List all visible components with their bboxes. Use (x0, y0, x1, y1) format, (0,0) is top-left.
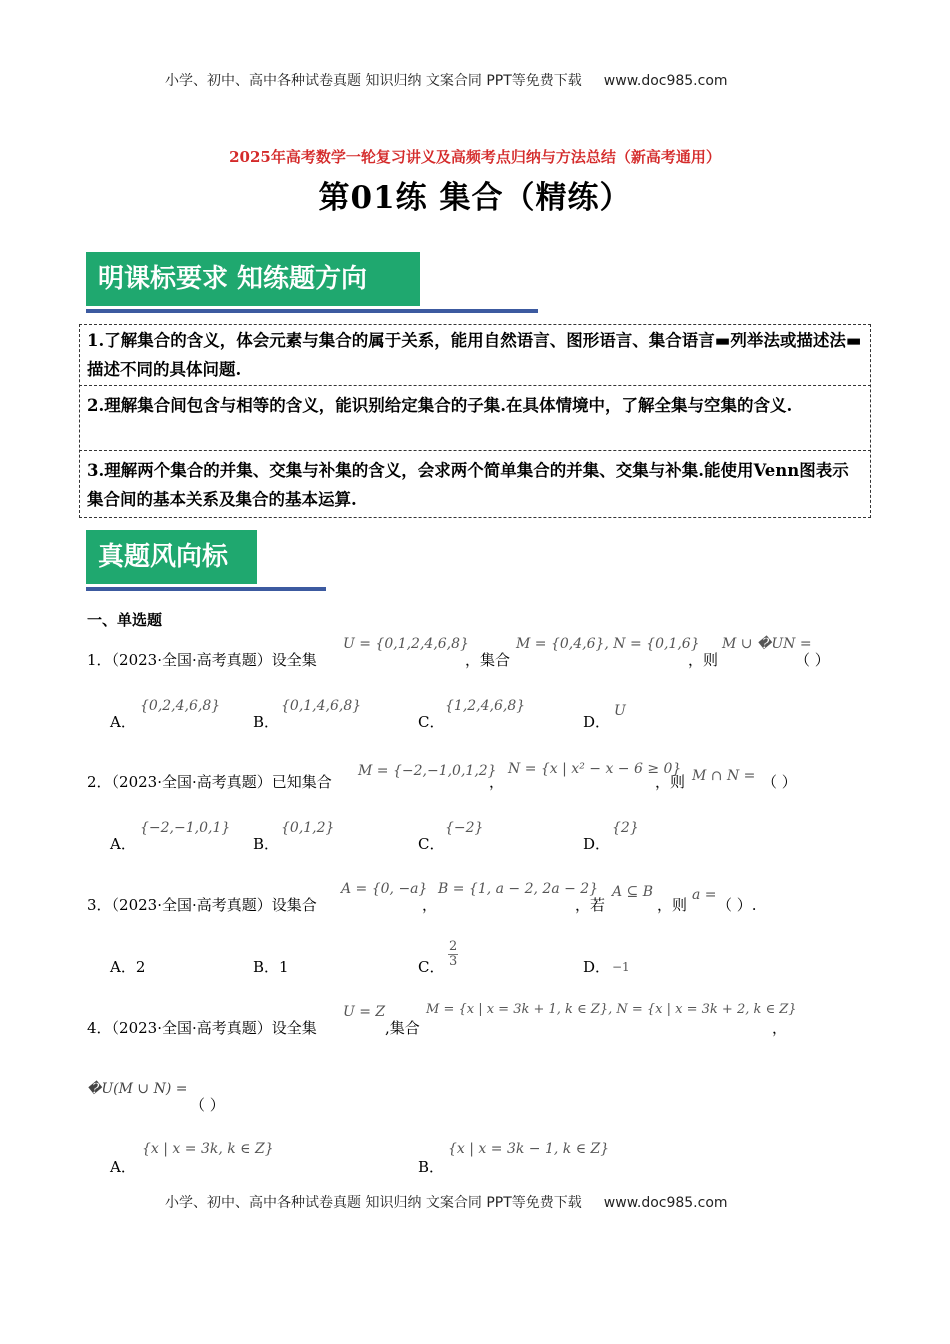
answer-blank: （ ） (190, 1096, 225, 1114)
page-header (165, 70, 728, 90)
option-label (110, 956, 145, 977)
question-source: （2023·全国·高考真题）设全集 (111, 651, 317, 669)
option-fraction (448, 940, 458, 969)
question-number: 4． (87, 1019, 112, 1037)
option-label: D． (583, 713, 611, 731)
page-title: 第01练 集合（精练） (318, 180, 632, 216)
footer-text: 小学、初中、高中各种试卷真题 知识归纳 文案合同 PPT等免费下载 (165, 1195, 582, 1211)
math-formula: M ∪ �UN = (722, 636, 812, 652)
option-label: C． (418, 835, 445, 853)
requirements-divider (79, 385, 871, 386)
question-text: ，则 (655, 773, 686, 791)
option-value: {−2,−1,0,1} (140, 820, 231, 836)
requirement-item-1: 1.了解集合的含义，体会元素与集合的属于关系，能用自然语言、图形语言、集合语言▬列举法或描述法▬描述不同的具体问题. (87, 331, 862, 379)
math-formula: �U(M ∪ N) = (87, 1081, 188, 1097)
math-formula: M = {−2,−1,0,1,2} (358, 763, 497, 779)
question-source: （2023·全国·高考真题）设全集 (111, 1019, 317, 1037)
fraction-denominator: 3 (449, 954, 458, 969)
question-3-stem (87, 894, 317, 915)
math-formula: N = {x | x² − x − 6 ≥ 0} (508, 761, 682, 777)
question-4-stem (87, 1017, 317, 1038)
header-url: www.doc985.com (603, 73, 728, 89)
option-value: U (614, 703, 626, 719)
option-label: D． (583, 958, 611, 976)
question-source: （2023·全国·高考真题）设集合 (111, 896, 317, 914)
question-text: ， (772, 1019, 788, 1037)
question-text: ，若 (575, 896, 606, 914)
option-label (253, 956, 289, 977)
math-formula: B = {1, a − 2, 2a − 2} (438, 881, 599, 897)
option-label: A． (110, 835, 136, 853)
answer-blank: （ ）. (717, 896, 757, 914)
math-formula: A ⊆ B (612, 884, 654, 900)
option-value: {0,2,4,6,8} (140, 698, 221, 714)
option-label: D． (583, 835, 611, 853)
header-text: 小学、初中、高中各种试卷真题 知识归纳 文案合同 PPT等免费下载 (165, 73, 582, 89)
math-formula: U = {0,1,2,4,6,8} (343, 636, 469, 652)
question-text: ，则 (688, 651, 719, 669)
question-1-stem (87, 649, 317, 670)
option-label: B． (253, 713, 280, 731)
option-value: {2} (612, 820, 639, 836)
option-label: A． (110, 1158, 136, 1176)
section-heading: 一、单选题 (87, 611, 163, 629)
requirement-item-3: 3.理解两个集合的并集、交集与补集的含义，会求两个简单集合的并集、交集与补集.能使用Venn图表示集合间的基本关系及集合的基本运算. (87, 461, 849, 509)
math-formula: M ∩ N = (692, 768, 756, 784)
question-2-stem (87, 771, 332, 792)
math-formula: U = Z (343, 1004, 386, 1020)
question-source: （2023·全国·高考真题）已知集合 (111, 773, 332, 791)
question-text: ， (422, 896, 438, 914)
option-value: {0,1,2} (281, 820, 335, 836)
option-letter: B． (253, 958, 280, 976)
math-formula: a = (692, 887, 717, 903)
banner-requirements: 明课标要求 知练题方向 (86, 252, 420, 306)
footer-url: www.doc985.com (603, 1195, 728, 1211)
answer-blank: （ ） (762, 773, 797, 791)
math-formula: A = {0, −a} (341, 881, 428, 897)
question-number: 2． (87, 773, 112, 791)
option-label: B． (253, 835, 280, 853)
question-number: 1． (87, 651, 112, 669)
requirements-divider (79, 450, 871, 451)
question-number: 3． (87, 896, 112, 914)
question-text: ，则 (657, 896, 688, 914)
math-formula: M = {0,4,6}, N = {0,1,6} (516, 636, 700, 652)
option-value: 2 (135, 958, 146, 976)
option-label: C． (418, 958, 445, 976)
banner-exam-trends: 真题风向标 (86, 530, 257, 584)
option-value: {0,1,4,6,8} (281, 698, 362, 714)
question-text: ,集合 (385, 1019, 420, 1037)
banner-underline (86, 587, 326, 591)
question-text: ， (489, 773, 505, 791)
option-value: −1 (612, 960, 630, 974)
option-label: A． (110, 713, 136, 731)
requirement-item-2: 2.理解集合间包含与相等的含义，能识别给定集合的子集.在具体情境中，了解全集与空集的含义. (87, 396, 793, 415)
banner-underline (86, 309, 538, 313)
option-value: {−2} (445, 820, 484, 836)
option-value: {x | x = 3k − 1, k ∈ Z} (448, 1141, 610, 1157)
option-value: {x | x = 3k, k ∈ Z} (142, 1141, 274, 1157)
option-value: 1 (279, 958, 289, 976)
answer-blank: （ ） (795, 651, 830, 669)
option-value: {1,2,4,6,8} (445, 698, 526, 714)
option-letter: A． (110, 958, 136, 976)
page-footer (165, 1192, 728, 1212)
option-label: C． (418, 713, 445, 731)
question-text: ，集合 (465, 651, 511, 669)
fraction-numerator: 2 (449, 939, 458, 954)
math-formula: M = {x | x = 3k + 1, k ∈ Z}, N = {x | x = 3k + 2, k ∈ Z} (426, 1002, 797, 1017)
subtitle: 2025年高考数学一轮复习讲义及高频考点归纳与方法总结（新高考通用） (229, 148, 721, 166)
option-label: B． (418, 1158, 445, 1176)
